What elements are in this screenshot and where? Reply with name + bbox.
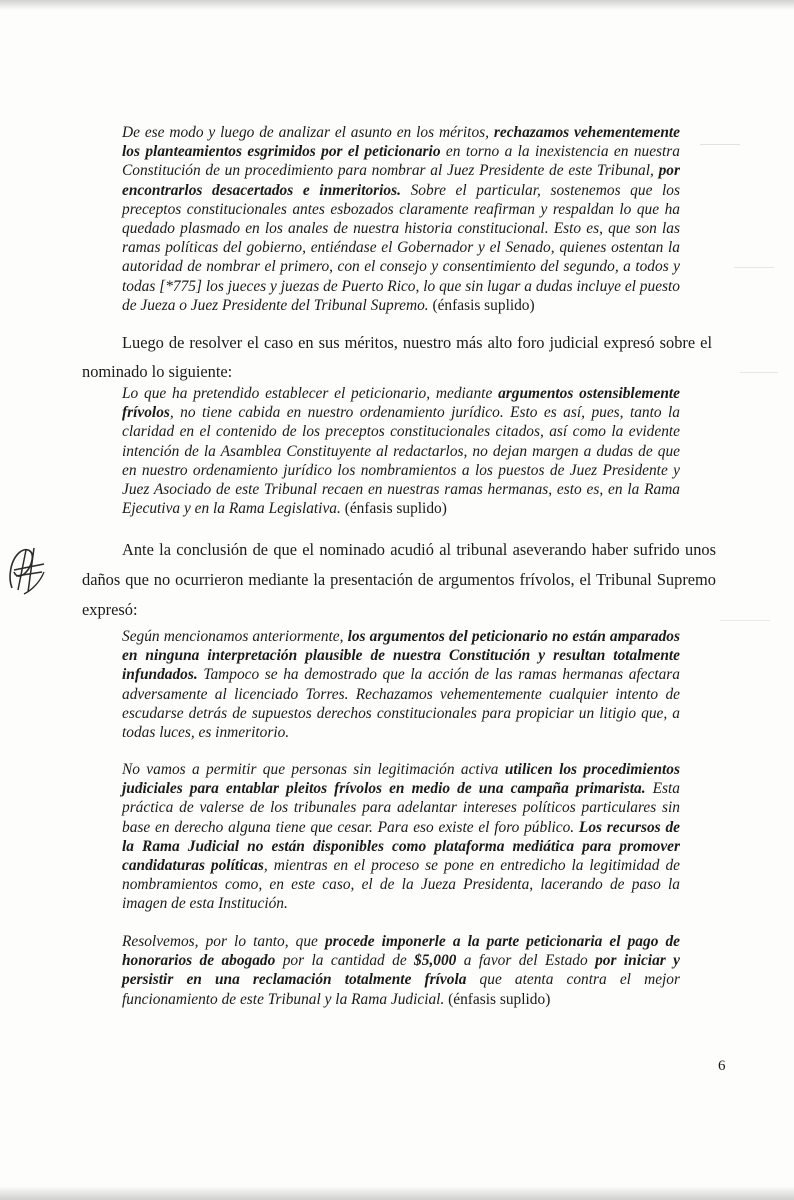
body-paragraph-1-line-2: nominado lo siguiente: <box>82 362 233 381</box>
quote-text-run: (énfasis suplido) <box>428 296 535 314</box>
body-paragraph-2-line-2: daños que no ocurrieron mediante la presentación de argumentos frívolos, el Tribunal Supremo <box>82 570 716 589</box>
quote-text-run: Para eso existe el foro público. <box>372 818 579 836</box>
quote-text-run: No vamos a permitir que personas sin legitimación activa <box>122 761 505 778</box>
quote-text-run: (énfasis suplido) <box>340 500 447 518</box>
quote-text-run: Tampoco se ha demostrado que la acción de las ramas hermanas afectara adversamente al licenciado Torres. Rechazamos vehementemente cualquier intento de escudarse detrás de supuestos derechos constitucionales para propiciar un litigio que, a todas luces, es inmeritorio. <box>122 666 680 742</box>
quote-5-text <box>122 933 680 1008</box>
quote-text-run: De ese modo y luego de analizar el asunto en los méritos, <box>122 124 494 141</box>
quote-text-run: Resolvemos, por lo tanto, que <box>122 933 325 950</box>
quote-text-run: Esta práctica de valerse de los tribunales para adelantar intereses políticos particulares sin base en derecho alguna tiene que cesar. <box>122 780 680 836</box>
quote-text-run: que atenta contra el mejor funcionamiento de este Tribunal y la Rama Judicial. <box>122 971 680 1008</box>
quote-text-run: Sobre el particular, sostenemos que los preceptos constitucionales antes esbozados claramente reafirman y respaldan lo que ha quedado plasmado en los anales de nuestra historia constitucional. Esto es, que son las ramas políticas del gobierno, entiéndase el Gobernador y el Senado, quienes ostentan la autoridad de nombrar el primero, con el consejo y consentimiento del segundo, a todos y todas [*775] los jueces y juezas de Puerto Rico, lo que sin lugar a dudas incluye el puesto de Jueza o Juez Presidente del Tribunal Supremo. <box>122 181 680 314</box>
page-top-shadow <box>0 0 794 10</box>
bleed-through-mark <box>734 255 774 268</box>
body-paragraph-2-line-3: expresó: <box>82 600 138 619</box>
quote-3-text <box>122 628 680 741</box>
page-bottom-shadow <box>0 1186 794 1200</box>
quote-text-run: , no tiene cabida en nuestro ordenamiento jurídico. Esto es así, pues, tanto la claridad en el contenido de los preceptos constitucionales citados, así como la evidente intención de la Asamblea Constituyente al redactarlos, no dejan margen a dudas de que en nuestro ordenamiento jurídico los nombramientos a los puestos de Juez Presidente y Juez Asociado de este Tribunal recaen en nuestras ramas hermanas, esto es, en la Rama Ejecutiva y en la Rama Legislativa. <box>122 404 680 518</box>
emphasized-text: por encontrarlos desacertados e inmeritorios. <box>122 162 680 199</box>
bleed-through-mark <box>700 128 740 145</box>
quote-text-run: por la cantidad de <box>275 952 415 970</box>
quote-text-run: , mientras en el proceso se pone en entredicho la legitimidad de nombramientos como, en este caso, el de la Jueza Presidenta, lacerando de paso la imagen de esta Institución. <box>122 857 680 913</box>
block-quote-4 <box>122 760 680 914</box>
quote-text-run: en torno a la inexistencia en nuestra Constitución de un procedimiento para nombrar al Juez Presidente de este Tribunal, <box>122 143 680 180</box>
emphasized-text: argumentos ostensiblemente frívolos <box>122 385 681 422</box>
page-number: 6 <box>718 1058 726 1074</box>
quote-text-run: Lo que ha pretendido establecer el peticionario, mediante <box>122 385 499 402</box>
quote-2-text <box>122 385 680 517</box>
emphasized-text: rechazamos vehementemente los planteamientos esgrimidos por el peticionario <box>122 124 680 161</box>
emphasized-text: utilicen los procedimientos judiciales para entablar pleitos frívolos en medio de una campaña primarista. <box>122 761 680 798</box>
body-paragraph-2-line-1: Ante la conclusión de que el nominado acudió al tribunal aseverando haber sufrido unos <box>122 540 716 559</box>
block-quote-5 <box>122 932 680 1009</box>
bleed-through-mark <box>720 600 770 621</box>
block-quote-2 <box>122 384 680 518</box>
emphasized-text: Los recursos de la Rama Judicial no están disponibles como plataforma mediática para promover candidaturas políticas <box>122 818 680 875</box>
bleed-through-mark <box>740 360 778 373</box>
quote-text-run: Según mencionamos anteriormente, <box>122 628 348 645</box>
quote-text-run: (énfasis suplido) <box>444 990 551 1008</box>
block-quote-1 <box>122 123 680 315</box>
quote-text-run: a favor del Estado <box>456 952 596 970</box>
emphasized-text: procede imponerle a la parte peticionaria el pago de honorarios de abogado <box>122 933 680 970</box>
emphasized-text: por iniciar y persistir en una reclamación totalmente frívola <box>122 952 680 989</box>
quote-1-text <box>122 124 680 314</box>
quote-4-text <box>122 761 680 912</box>
emphasized-text: los argumentos del peticionario no están amparados en ninguna interpretación plausible de nuestra Constitución y resultan totalmente infundados. <box>122 628 680 684</box>
block-quote-3 <box>122 627 680 742</box>
handwritten-initials-icon <box>4 542 50 598</box>
emphasized-text: $5,000 <box>414 952 457 970</box>
body-paragraph-1-line-1: Luego de resolver el caso en sus méritos, nuestro más alto foro judicial expresó sobre el <box>122 333 712 352</box>
